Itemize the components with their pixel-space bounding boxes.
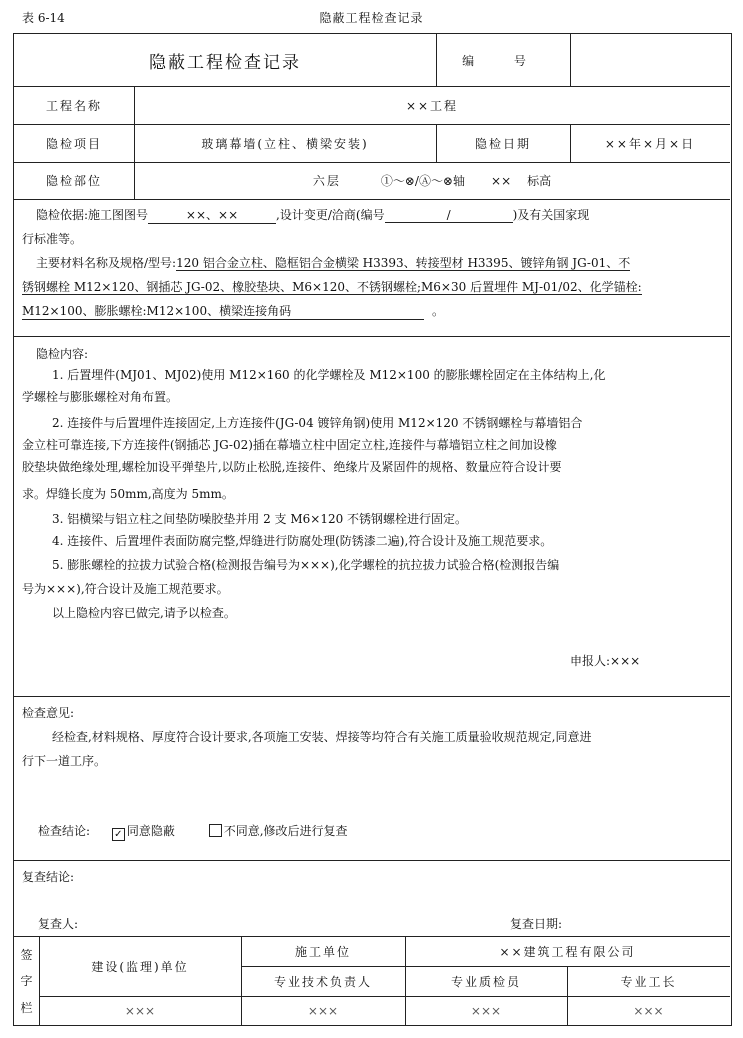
materials-text-1: 120 铝合金立柱、隐框铝合金横梁 H3393、转接型材 H3395、镀锌角钢 JG-01、不 [176,256,631,270]
materials-text-3: M12×100、膨胀螺栓:M12×100、横梁连接角码 [22,302,424,320]
reporter: 申报人:××× [570,654,641,668]
foreman-label: 专业工长 [620,974,677,989]
tech-lead-signature: ××× [307,1003,339,1018]
form-title: 隐蔽工程检查记录 [149,52,301,73]
project-name-label: 工程名称 [45,98,102,113]
sign-char-1: 签 [20,947,33,962]
inspection-item-value: 玻璃幕墙(立柱、横梁安装) [201,136,369,151]
content-line-8: 4. 连接件、后置埋件表面防腐完整,焊缝进行防腐处理(防锈漆二遍),符合设计及施工规范要求。 [52,534,553,548]
inspection-item-label: 隐检项目 [45,136,102,151]
basis-line-2: 行标准等。 [22,232,83,246]
inspection-location-label: 隐检部位 [45,174,102,188]
sign-char-3: 栏 [20,1000,33,1015]
agree-label: 同意隐蔽 [126,824,175,838]
running-header-title: 隐蔽工程检查记录 [319,11,424,25]
location-floor: 六层 [312,174,341,188]
recheck-date: 复查日期: [510,917,563,931]
disagree-label: 不同意,修改后进行复查 [223,824,348,838]
number-label: 编 号 [462,53,544,68]
change-number: / [385,208,513,223]
opinion-heading: 检查意见: [22,706,75,720]
conclusion-row [38,822,348,841]
content-line-6: 求。焊缝长度为 50mm,高度为 5mm。 [22,487,234,501]
opinion-line-2: 行下一道工序。 [22,754,107,768]
basis-suffix: )及有关国家现 [512,208,590,222]
content-line-1: 1. 后置埋件(MJ01、MJ02)使用 M12×160 的化学螺栓及 M12×100 的膨胀螺栓固定在主体结构上,化 [52,368,606,382]
location-axis: ①～⊗/Ⓐ～⊗轴 [380,174,466,188]
disagree-checkbox[interactable] [209,824,222,837]
materials-text-2: 锈钢螺栓 M12×120、钢插芯 JG-02、橡胶垫块、M6×120、不锈钢螺栓;M6×30 后置埋件 MJ-01/02、化学锚栓: [22,280,642,294]
materials-label: 主要材料名称及规格/型号: [36,256,177,270]
location-elevation-label: 标高 [527,174,552,188]
conclusion-label: 检查结论: [38,824,91,838]
drawing-number: ××、×× [148,206,276,224]
content-line-2: 学螺栓与膨胀螺栓对角布置。 [22,390,179,404]
materials-line-2 [22,278,642,295]
foreman-signature: ××× [633,1003,664,1018]
basis-mid: ,设计变更/洽商(编号 [276,208,385,222]
recheck-heading: 复查结论: [22,870,75,884]
content-line-7: 3. 铝横梁与铝立柱之间垫防噪胶垫并用 2 支 M6×120 不锈钢螺栓进行固定。 [52,512,468,526]
content-line-9: 5. 膨胀螺栓的拉拔力试验合格(检测报告编号为×××),化学螺栓的抗拉拔力试验合格(检测报告编 [52,558,560,572]
opinion-line-1: 经检查,材料规格、厚度符合设计要求,各项施工安装、焊接等均符合有关施工质量验收规范规定,同意进 [52,730,592,744]
number-value [570,34,730,86]
signature-column-label [14,936,39,1025]
reviewer: 复查人: [38,917,79,931]
qc-inspector-label: 专业质检员 [450,974,521,989]
tech-lead-label: 专业技术负责人 [273,974,372,989]
sign-char-2: 字 [20,974,33,988]
construction-company: ××建筑工程有限公司 [499,944,636,959]
content-line-4: 金立柱可靠连接,下方连接件(钢插芯 JG-02)插在幕墙立柱中固定立柱,连接件与幕墙铝立柱之间加设橡 [22,438,557,452]
content-line-11: 以上隐检内容已做完,请予以检查。 [52,606,236,620]
basis-prefix: 隐检依据:施工图图号 [36,208,149,222]
table-number: 表 6-14 [22,11,65,25]
basis-line-1 [36,206,589,224]
inspection-date-label: 隐检日期 [474,136,531,151]
materials-end: 。 [432,304,445,318]
content-line-5: 胶垫块做绝缘处理,螺栓加设平弹垫片,以防止松脱,连接件、绝缘片及紧固件的规格、数量应符合设计要 [22,460,562,474]
qc-signature: ××× [470,1003,502,1018]
owner-signature: ××× [124,1003,156,1018]
project-name-value: ××工程 [405,98,459,113]
construction-unit-label: 施工单位 [294,944,351,959]
inspection-date-value: ××年×月×日 [604,136,696,151]
content-line-10: 号为×××),符合设计及施工规范要求。 [22,582,229,596]
inspection-location-value [134,162,730,199]
content-line-3: 2. 连接件与后置埋件连接固定,上方连接件(JG-04 镀锌角钢)使用 M12×120 不锈钢螺栓与幕墙铝合 [52,416,583,430]
location-elevation: ×× [491,173,512,188]
materials-line-1 [36,254,630,271]
owner-unit-label: 建设(监理)单位 [91,959,189,974]
inspection-form [13,33,732,1026]
agree-checkbox[interactable]: ✓ [112,828,125,841]
materials-line-3 [22,302,444,320]
content-heading: 隐检内容: [36,347,89,361]
